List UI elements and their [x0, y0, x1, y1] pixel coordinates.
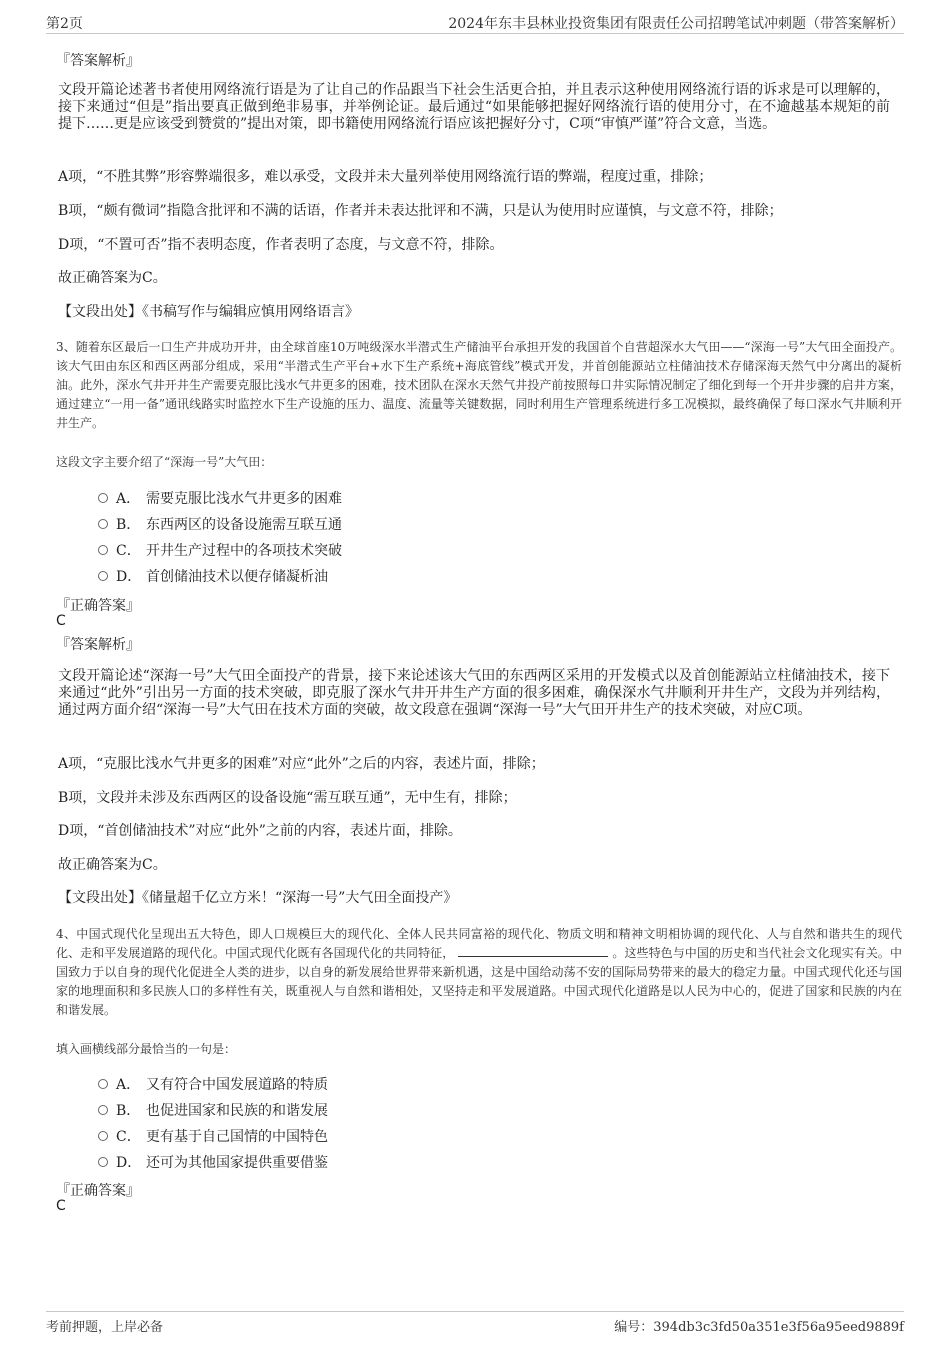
q3-correct-answer: C: [56, 613, 66, 629]
page-footer: [46, 1311, 904, 1336]
radio-icon[interactable]: [98, 519, 108, 529]
source-title: 《书稿写作与编辑应慎用网络语言》: [142, 304, 359, 320]
radio-icon[interactable]: [98, 545, 108, 555]
q4-option-c[interactable]: C． 更有基于自己国情的中国特色: [98, 1126, 328, 1146]
document-code: 编号：394db3c3fd50a351e3f56a95eed9889f: [614, 1320, 904, 1335]
q2-conclusion: 故正确答案为C。: [58, 270, 167, 286]
page-number: 第2页: [46, 16, 83, 32]
q3-analysis-text: 文段开篇论述“深海一号”大气田全面投产的背景，接下来论述该大气田的东西两区采用的开发模式以及首创能源站立柱储油技术，接下来通过“此外”引出另一方面的技术突破，即克服了深水气井开井生产方面的很多困难，确保深水气井顺利开井生产，文段为并列结构，通过两方面介绍“深海一号”大气田在技术方面的突破，故文段意在强调“深海一号”大气田开井生产的技术突破，对应C项。: [58, 668, 890, 718]
q4-option-d[interactable]: D． 还可为其他国家提供重要借鉴: [98, 1152, 328, 1172]
q3-option-c[interactable]: C． 开井生产过程中的各项技术突破: [98, 540, 342, 560]
q2-option-d-explanation: D项，“不置可否”指不表明态度，作者表明了态度，与文意不符，排除。: [58, 237, 504, 253]
q4-correct-label: 『正确答案』: [56, 1183, 140, 1199]
radio-icon[interactable]: [98, 1105, 108, 1115]
page-header: [46, 11, 904, 34]
q3-option-b[interactable]: B． 东西两区的设备设施需互联互通: [98, 514, 342, 534]
q3-option-d-explanation: D项，“首创储油技术”对应“此外”之前的内容，表述片面，排除。: [58, 823, 462, 839]
q3-question-text: 3、随着东区最后一口生产井成功开井，由全球首座10万吨级深水半潜式生产储油平台承担开发的我国首个自营超深水大气田——“深海一号”大气田全面投产。该大气田由东区和西区两部分组成，采用“半潜式生产平台+水下生产系统+海底管线”模式开发，并首创能源站立柱储油技术存储深海天然气中分离出的凝析油。此外，深水气井开井生产需要克服比浅水气井更多的困难，技术团队在深水天然气井投产前按照每口井实际情况制定了细化到每一个开井步骤的启井方案，通过建立“一用一备”通讯线路实时监控水下生产设施的压力、温度、流量等关键数据，同时利用生产管理系统进行多工况模拟，最终确保了每口深水气井顺利开井生产。: [56, 340, 902, 430]
q3-conclusion: 故正确答案为C。: [58, 857, 167, 873]
q4-correct-answer: C: [56, 1198, 66, 1214]
q3-option-d[interactable]: D． 首创储油技术以便存储凝析油: [98, 566, 328, 586]
q3-source: [58, 890, 890, 907]
q3-analysis-label: 『答案解析』: [56, 637, 140, 653]
q2-analysis-text: 文段开篇论述著书者使用网络流行语是为了让自己的作品跟当下社会生活更合拍，并且表示这种使用网络流行语的诉求是可以理解的，接下来通过“但是”指出要真正做到绝非易事，并举例论证。最后通过“如果能够把握好网络流行语的使用分寸，在不逾越基本规矩的前提下……更是应该受到赞赏的”提出对策，即书籍使用网络流行语应该把握好分寸，C项“审慎严谨”符合文意，当选。: [58, 82, 890, 132]
q4-question-text: 4、中国式现代化呈现出五大特色，即人口规模巨大的现代化、全体人民共同富裕的现代化、物质文明和精神文明相协调的现代化、人与自然和谐共生的现代化、走和平发展道路的现代化。中国式现代化既有各国现代化的共同特征， 。这些特色与中国的历史和当代社会文化现实有关。中国致力于以自身的现代化促进全人类的进步，以自身的新发展给世界带来新机遇，这是中国给动荡不安的国际局势带来的最大的稳定力量。中国式现代化还与国家的地理面积和多民族人口的多样性有关，既重视人与自然和谐相处，又坚持走和平发展道路。中国式现代化道路是以人民为中心的，促进了国家和民族的内在和谐发展。: [56, 927, 902, 1017]
source-title: 《储量超千亿立方米！“深海一号”大气田全面投产》: [142, 890, 458, 906]
source-label: 【文段出处】: [58, 304, 142, 320]
q2-option-b-explanation: B项，“颇有微词”指隐含批评和不满的话语，作者并未表达批评和不满，只是认为使用时应谨慎，与文意不符，排除；: [58, 203, 783, 219]
fill-blank: [458, 944, 608, 957]
radio-icon[interactable]: [98, 493, 108, 503]
q3-option-a[interactable]: A． 需要克服比浅水气井更多的困难: [98, 488, 342, 508]
q2-source: [58, 304, 890, 321]
q2-analysis-label: 『答案解析』: [56, 53, 140, 69]
document-title: 2024年东丰县林业投资集团有限责任公司招聘笔试冲刺题（带答案解析）: [448, 16, 904, 32]
footer-slogan: 考前押题，上岸必备: [46, 1320, 164, 1335]
source-label: 【文段出处】: [58, 890, 142, 906]
q4-option-a[interactable]: A． 又有符合中国发展道路的特质: [98, 1074, 328, 1094]
q3-prompt: 这段文字主要介绍了“深海一号”大气田：: [56, 455, 273, 469]
q4-option-b[interactable]: B． 也促进国家和民族的和谐发展: [98, 1100, 328, 1120]
radio-icon[interactable]: [98, 1131, 108, 1141]
q3-option-b-explanation: B项，文段并未涉及东西两区的设备设施“需互联互通”，无中生有，排除；: [58, 790, 517, 806]
radio-icon[interactable]: [98, 1157, 108, 1167]
radio-icon[interactable]: [98, 571, 108, 581]
q3-correct-label: 『正确答案』: [56, 598, 140, 614]
q4-prompt: 填入画横线部分最恰当的一句是：: [56, 1042, 237, 1056]
q3-option-a-explanation: A项，“克服比浅水气井更多的困难”对应“此外”之后的内容，表述片面，排除；: [58, 756, 545, 772]
radio-icon[interactable]: [98, 1079, 108, 1089]
q2-option-a-explanation: A项，“不胜其弊”形容弊端很多，难以承受，文段并未大量列举使用网络流行语的弊端，程度过重，排除；: [58, 169, 713, 185]
